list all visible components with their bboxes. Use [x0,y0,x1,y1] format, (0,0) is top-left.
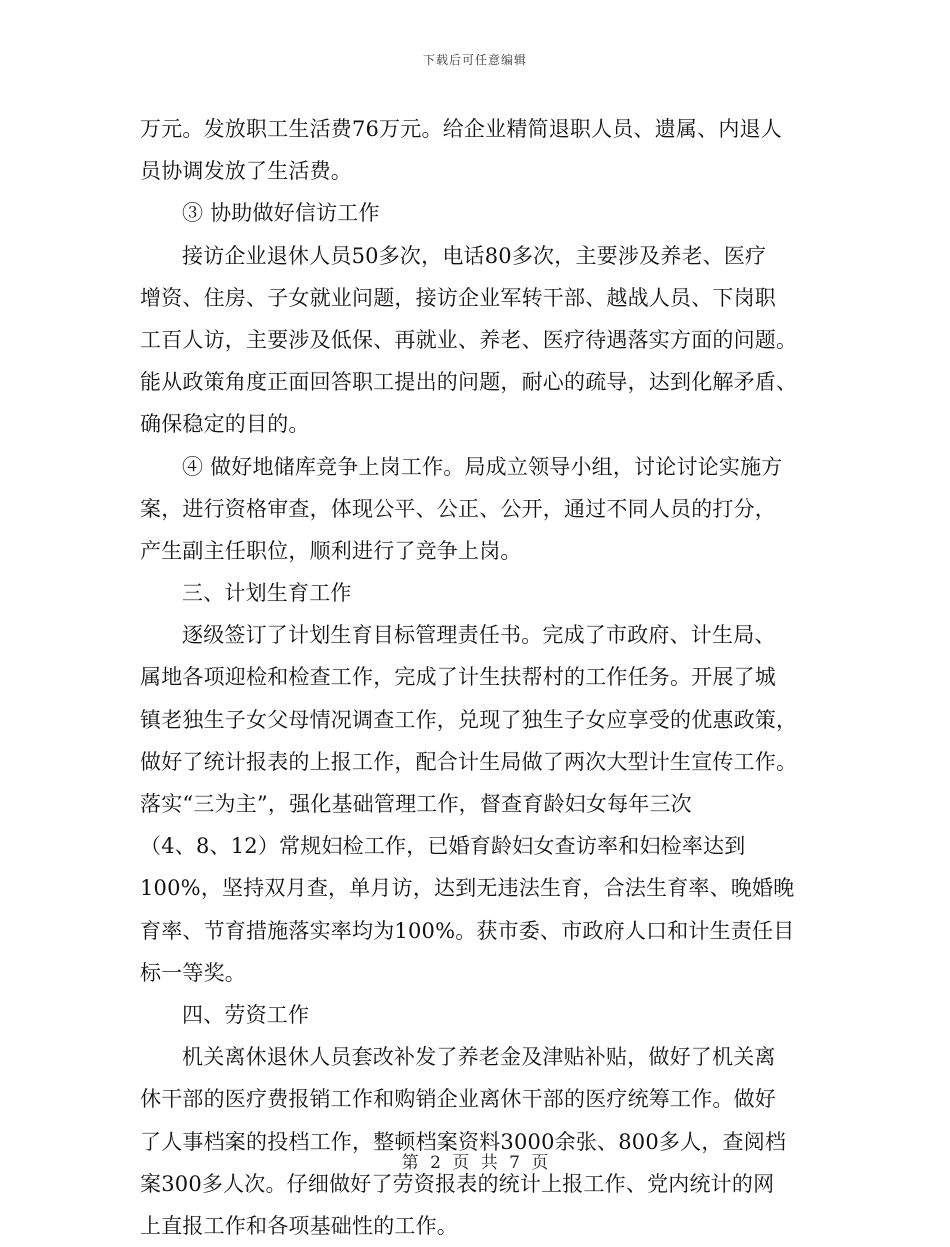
body-line-21: 标一等奖。 [140,960,246,985]
body-line-26: 案300多人次。仔细做好了劳资报表的统计上报工作、党内统计的网 [140,1171,775,1196]
body-line-13: 逐级签订了计划生育目标管理责任书。完成了市政府、计生局、 [182,623,776,648]
section-heading-competition: ④ 做好地储库竞争上岗工作。局成立领导小组，讨论讨论实施方 [182,454,783,479]
body-line-11: 产生副主任职位，顺利进行了竞争上岗。 [140,538,522,563]
body-line-2: 员协调发放了生活费。 [140,159,352,184]
section-heading-petition: ③ 协助做好信访工作 [182,201,380,226]
body-line-17: 落实“三为主”，强化基础管理工作，督查育龄妇女每年三次 [140,792,692,816]
body-line-19: 100%，坚持双月查，单月访，达到无违法生育，合法生育率、晚婚晚 [140,876,795,901]
body-line-8: 确保稳定的目的。 [140,412,310,437]
body-line-16: 做好了统计报表的上报工作，配合计生局做了两次大型计生宣传工作。 [140,749,798,774]
body-line-18: （4、8、12）常规妇检工作，已婚育龄妇女查访率和妇检率达到 [140,834,746,859]
section-heading-family-planning: 三、计划生育工作 [182,581,352,606]
page-number: 第 2 页 共 7 页 [401,1153,549,1173]
document-body [140,108,812,1247]
body-line-14: 属地各项迎检和检查工作，完成了计生扶帮村的工作任务。开展了城 [140,665,776,690]
body-line-10: 案，进行资格审查，体现公平、公正、公开，通过不同人员的打分， [140,496,776,521]
body-line-15: 镇老独生子女父母情况调查工作，兑现了独生子女应享受的优惠政策， [140,707,798,732]
body-line-4: 接访企业退休人员50多次，电话80多次，主要涉及养老、医疗 [182,243,767,268]
body-line-1: 万元。发放职工生活费76万元。给企业精简退职人员、遗属、内退人 [140,117,782,141]
body-line-27: 上直报工作和各项基础性的工作。 [140,1213,458,1238]
body-line-24: 休干部的医疗费报销工作和购销企业离休干部的医疗统筹工作。做好 [140,1087,776,1112]
body-line-23: 机关离休退休人员套改补发了养老金及津贴补贴，做好了机关离 [182,1045,776,1070]
body-line-25: 了人事档案的投档工作，整顿档案资料3000余张、800多人，查阅档 [140,1129,787,1154]
page-header: 下载后可任意编辑 [422,53,527,67]
section-heading-labor: 四、劳资工作 [182,1002,310,1027]
body-line-6: 工百人访，主要涉及低保、再就业、养老、医疗待遇落实方面的问题。 [140,327,798,352]
body-line-20: 育率、节育措施落实率均为100%。获市委、市政府人口和计生责任目 [140,918,795,943]
body-line-7: 能从政策角度正面回答职工提出的问题，耐心的疏导，达到化解矛盾、 [140,370,798,395]
body-line-5: 增资、住房、子女就业问题，接访企业军转干部、越战人员、下岗职 [140,285,776,310]
